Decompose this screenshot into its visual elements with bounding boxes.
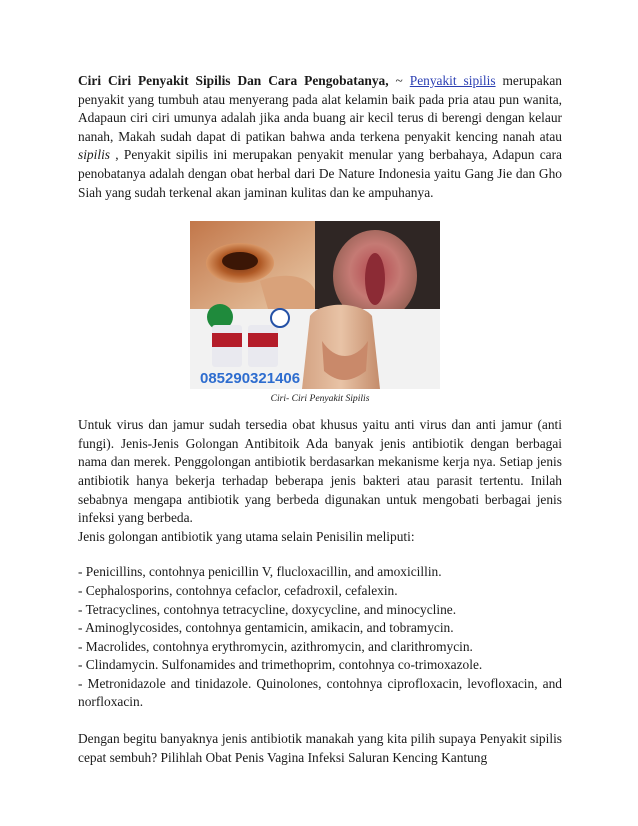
intro-italic-word: sipilis [78, 147, 110, 163]
list-item: - Aminoglycosides, contohnya gentamicin, amikacin, and tobramycin. [78, 620, 454, 636]
body-paragraph-2: Jenis golongan antibiotik yang utama selain Penisilin meliputi: [78, 528, 415, 544]
antibiotic-list [78, 563, 562, 712]
list-item: - Tetracyclines, contohnya tetracycline, doxycycline, and minocycline. [78, 601, 457, 617]
list-item: - Macrolides, contohnya erythromycin, azithromycin, and clarithromycin. [78, 638, 473, 654]
document-page [78, 72, 562, 767]
title-separator: ~ [395, 73, 403, 88]
list-item: - Metronidazole and tinidazole. Quinolones, contohnya ciprofloxacin, levofloxacin, and norfloxacin. [78, 675, 562, 710]
phone-number-watermark: 085290321406 [200, 370, 301, 388]
figure [78, 221, 562, 405]
body-paragraph-1: Untuk virus dan jamur sudah tersedia obat khusus yaitu anti virus dan anti jamur (anti fungi). Jenis-Jenis Golongan Antibitoik Ada banyak jenis antibiotik dengan berbagai nama dan merek. Penggolongan antibiotik berdasarkan mekanisme kerja nya. Setiap jenis antibiotik hanya bekerja terhadap beberapa jenis bakteri atau parasit tertentu. Inilah sebabnya mengapa antibiotik yang berbeda digunakan untuk mengobati berbagai jenis infeksi yang berbeda. [78, 417, 562, 526]
photo-collage-image [190, 221, 440, 389]
body-paragraph-3: Dengan begitu banyaknya jenis antibiotik manakah yang kita pilih supaya Penyakit sipilis cepat sembuh? Pilihlah Obat Penis Vagina Infeksi Saluran Kencing Kantung [78, 731, 562, 765]
antibiotic-section [78, 416, 562, 546]
list-item: - Cephalosporins, contohnya cefaclor, cefadroxil, cefalexin. [78, 582, 398, 598]
list-item: - Clindamycin. Sulfonamides and trimethoprim, contohnya co-trimoxazole. [78, 657, 483, 673]
article-title: Ciri Ciri Penyakit Sipilis Dan Cara Pengobatanya, [78, 73, 389, 88]
intro-text-part1: merupakan penyakit yang tumbuh atau menyerang pada alat kelamin baik pada pria atau pun wanita, Adapaun ciri ciri umunya adalah jika anda buang air kecil terus di berengi dengan kelaur nanah, Makah sudah dapat di patikan bahwa anda terkena penyakit kencing nanah atau [78, 73, 563, 144]
closing-section [78, 730, 562, 767]
penyakit-sipilis-link[interactable]: Penyakit sipilis [409, 73, 496, 88]
figure-caption: Ciri- Ciri Penyakit Sipilis [270, 393, 370, 405]
intro-paragraph [78, 72, 562, 202]
product-photo-collage [190, 221, 440, 389]
intro-text-part2: , Penyakit sipilis ini merupakan penyakit menular yang berbahaya, Adapun cara penobatanya adalah dengan obat herbal dari De Nature Indonesia yaitu Gang Jie dan Gho Siah yang sudah terkenal akan jaminan kulitas dan ke ampuhanya. [78, 147, 562, 200]
list-item: - Penicillins, contohnya penicillin V, flucloxacillin, and amoxicillin. [78, 564, 442, 580]
